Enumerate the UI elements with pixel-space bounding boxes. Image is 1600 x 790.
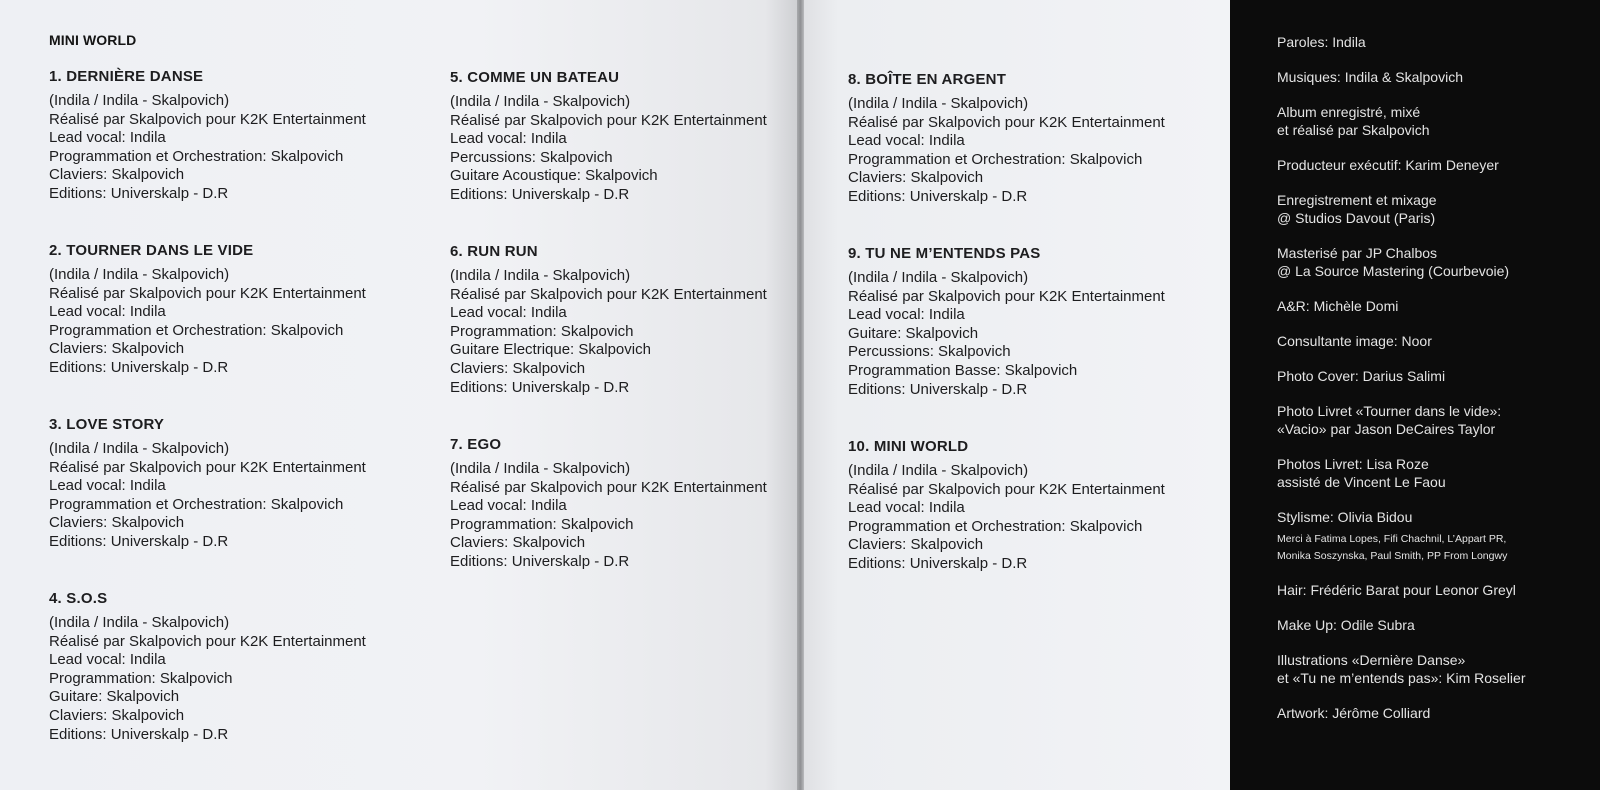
track-credit-line: Réalisé par Skalpovich pour K2K Entertainment (450, 478, 767, 496)
track-block (49, 589, 366, 744)
track-block (848, 70, 1165, 207)
track-credit-line: Réalisé par Skalpovich pour K2K Entertainment (49, 110, 366, 128)
track-block (450, 68, 767, 205)
track-credit-line: Claviers: Skalpovich (49, 514, 185, 532)
track-title: 10. MINI WORLD (848, 438, 969, 455)
track-credit-line: Lead vocal: Indila (848, 499, 965, 517)
track-credit-line: Réalisé par Skalpovich pour K2K Entertainment (49, 632, 366, 650)
credit-line: Photos Livret: Lisa Roze (1277, 456, 1429, 472)
track-credit-line: (Indila / Indila - Skalpovich) (49, 92, 230, 109)
track-credit-line: (Indila / Indila - Skalpovich) (848, 462, 1029, 479)
track-credit-line: Réalisé par Skalpovich pour K2K Entertainment (450, 285, 767, 303)
book-gutter (797, 0, 804, 790)
track-title: 1. DERNIÈRE DANSE (49, 68, 204, 85)
track-credit-line: Editions: Universkalp - D.R (49, 358, 229, 376)
track-credit-line: Editions: Universkalp - D.R (848, 187, 1028, 205)
credit-line: Masterisé par JP Chalbos (1277, 245, 1438, 261)
track-credit-line: Programmation Basse: Skalpovich (848, 361, 1078, 379)
track-credit-line: Programmation: Skalpovich (49, 669, 233, 687)
credit-line: Photo Livret «Tourner dans le vide»: (1277, 403, 1502, 419)
credit-musiques: Musiques: Indila & Skalpovich (1277, 69, 1463, 85)
track-credit-line: Claviers: Skalpovich (450, 359, 586, 377)
track-credit-line: Programmation: Skalpovich (450, 515, 634, 533)
track-credit-line: Programmation et Orchestration: Skalpovich (848, 150, 1143, 168)
track-title: 7. EGO (450, 436, 502, 453)
track-block (450, 435, 767, 572)
track-credit-line: Réalisé par Skalpovich pour K2K Entertainment (848, 480, 1165, 498)
credit-illustrations (1277, 651, 1526, 687)
credit-artwork: Artwork: Jérôme Colliard (1277, 705, 1431, 721)
track-credit-line: Programmation: Skalpovich (450, 322, 634, 340)
credit-hair: Hair: Frédéric Barat pour Leonor Greyl (1277, 582, 1516, 598)
credit-styling: Stylisme: Olivia Bidou (1277, 509, 1413, 525)
credit-line: et «Tu ne m’entends pas»: Kim Roselier (1277, 670, 1526, 686)
track-credit-line: Editions: Universkalp - D.R (848, 554, 1028, 572)
credit-line: Illustrations «Dernière Danse» (1277, 652, 1466, 668)
track-credit-line: Lead vocal: Indila (49, 477, 166, 495)
track-credit-line: (Indila / Indila - Skalpovich) (450, 93, 631, 110)
track-title: 6. RUN RUN (450, 243, 538, 260)
track-credit-line: Programmation et Orchestration: Skalpovich (49, 495, 344, 513)
credit-line: @ La Source Mastering (Courbevoie) (1277, 263, 1510, 279)
track-block (848, 437, 1165, 574)
track-block (450, 242, 767, 397)
track-credit-line: Editions: Universkalp - D.R (450, 378, 630, 396)
track-title: 4. S.O.S (49, 590, 108, 607)
track-credit-line: Claviers: Skalpovich (49, 706, 185, 724)
track-credit-line: Lead vocal: Indila (450, 497, 567, 515)
track-credit-line: Guitare: Skalpovich (49, 688, 180, 706)
track-credit-line: Réalisé par Skalpovich pour K2K Entertainment (450, 111, 767, 129)
credit-line: Merci à Fatima Lopes, Fifi Chachnil, L’Appart PR, (1277, 533, 1507, 545)
track-title: 9. TU NE M’ENTENDS PAS (848, 245, 1041, 262)
track-credit-line: Claviers: Skalpovich (49, 166, 185, 184)
credit-line: Album enregistré, mixé (1277, 104, 1421, 120)
track-block (49, 241, 366, 378)
track-credit-line: Lead vocal: Indila (848, 306, 965, 324)
credit-line: assisté de Vincent Le Faou (1277, 474, 1446, 490)
track-credit-line: Lead vocal: Indila (49, 651, 166, 669)
track-credit-line: (Indila / Indila - Skalpovich) (49, 614, 230, 631)
credit-recording-mixing (1277, 191, 1437, 227)
credit-executive-producer: Producteur exécutif: Karim Deneyer (1277, 157, 1499, 173)
track-credit-line: Editions: Universkalp - D.R (49, 532, 229, 550)
credit-makeup: Make Up: Odile Subra (1277, 617, 1415, 633)
track-credit-line: Editions: Universkalp - D.R (450, 552, 630, 570)
track-credit-line: Réalisé par Skalpovich pour K2K Entertainment (848, 113, 1165, 131)
track-credit-line: Claviers: Skalpovich (450, 534, 586, 552)
track-credit-line: Réalisé par Skalpovich pour K2K Entertainment (49, 458, 366, 476)
track-credit-line: (Indila / Indila - Skalpovich) (49, 440, 230, 457)
track-credit-line: Guitare Acoustique: Skalpovich (450, 167, 658, 185)
credit-image-consultant: Consultante image: Noor (1277, 333, 1432, 349)
credit-line: et réalisé par Skalpovich (1277, 122, 1430, 138)
track-credit-line: Editions: Universkalp - D.R (848, 380, 1028, 398)
track-title: 8. BOÎTE EN ARGENT (848, 71, 1007, 88)
track-credit-line: Percussions: Skalpovich (450, 148, 613, 166)
track-credit-line: Claviers: Skalpovich (848, 169, 984, 187)
track-credit-line: (Indila / Indila - Skalpovich) (450, 267, 631, 284)
credit-ar: A&R: Michèle Domi (1277, 298, 1399, 314)
track-credit-line: Lead vocal: Indila (450, 304, 567, 322)
credit-mastering (1277, 244, 1509, 280)
track-credit-line: Programmation et Orchestration: Skalpovich (848, 517, 1143, 535)
credit-photos-booklet (1277, 455, 1446, 491)
track-title: 3. LOVE STORY (49, 416, 165, 433)
track-credit-line: Guitare: Skalpovich (848, 324, 979, 342)
track-block (49, 415, 366, 552)
track-credit-line: (Indila / Indila - Skalpovich) (450, 460, 631, 477)
track-credit-line: Claviers: Skalpovich (848, 536, 984, 554)
credit-line: Enregistrement et mixage (1277, 192, 1437, 208)
track-title: 5. COMME UN BATEAU (450, 69, 620, 86)
track-title: 2. TOURNER DANS LE VIDE (49, 242, 254, 259)
track-credit-line: Lead vocal: Indila (49, 303, 166, 321)
track-credit-line: Programmation et Orchestration: Skalpovich (49, 147, 344, 165)
track-credit-line: Claviers: Skalpovich (49, 340, 185, 358)
track-credit-line: (Indila / Indila - Skalpovich) (49, 266, 230, 283)
credit-photo-booklet (1277, 402, 1501, 438)
track-credit-line: Editions: Universkalp - D.R (49, 725, 229, 743)
track-credit-line: Editions: Universkalp - D.R (49, 184, 229, 202)
track-credit-line: (Indila / Indila - Skalpovich) (848, 95, 1029, 112)
track-credit-line: Programmation et Orchestration: Skalpovich (49, 321, 344, 339)
credit-line: «Vacio» par Jason DeCaires Taylor (1277, 421, 1496, 437)
credit-album-recording (1277, 103, 1430, 139)
track-credit-line: Réalisé par Skalpovich pour K2K Entertainment (848, 287, 1165, 305)
credit-line: @ Studios Davout (Paris) (1277, 210, 1436, 226)
track-credit-line: Réalisé par Skalpovich pour K2K Entertainment (49, 284, 366, 302)
track-credit-line: Editions: Universkalp - D.R (450, 185, 630, 203)
track-credit-line: Percussions: Skalpovich (848, 343, 1011, 361)
credit-paroles: Paroles: Indila (1277, 34, 1366, 50)
track-credit-line: Guitare Electrique: Skalpovich (450, 341, 651, 359)
track-block (49, 67, 366, 204)
track-credit-line: Lead vocal: Indila (848, 132, 965, 150)
track-credit-line: Lead vocal: Indila (49, 129, 166, 147)
album-title: MINI WORLD (49, 32, 137, 48)
track-credit-line: (Indila / Indila - Skalpovich) (848, 269, 1029, 286)
credit-thanks (1277, 531, 1507, 565)
credit-photo-cover: Photo Cover: Darius Salimi (1277, 368, 1446, 384)
credit-line: Monika Soszynska, Paul Smith, PP From Longwy (1277, 550, 1508, 562)
track-block (848, 244, 1165, 399)
track-credit-line: Lead vocal: Indila (450, 130, 567, 148)
